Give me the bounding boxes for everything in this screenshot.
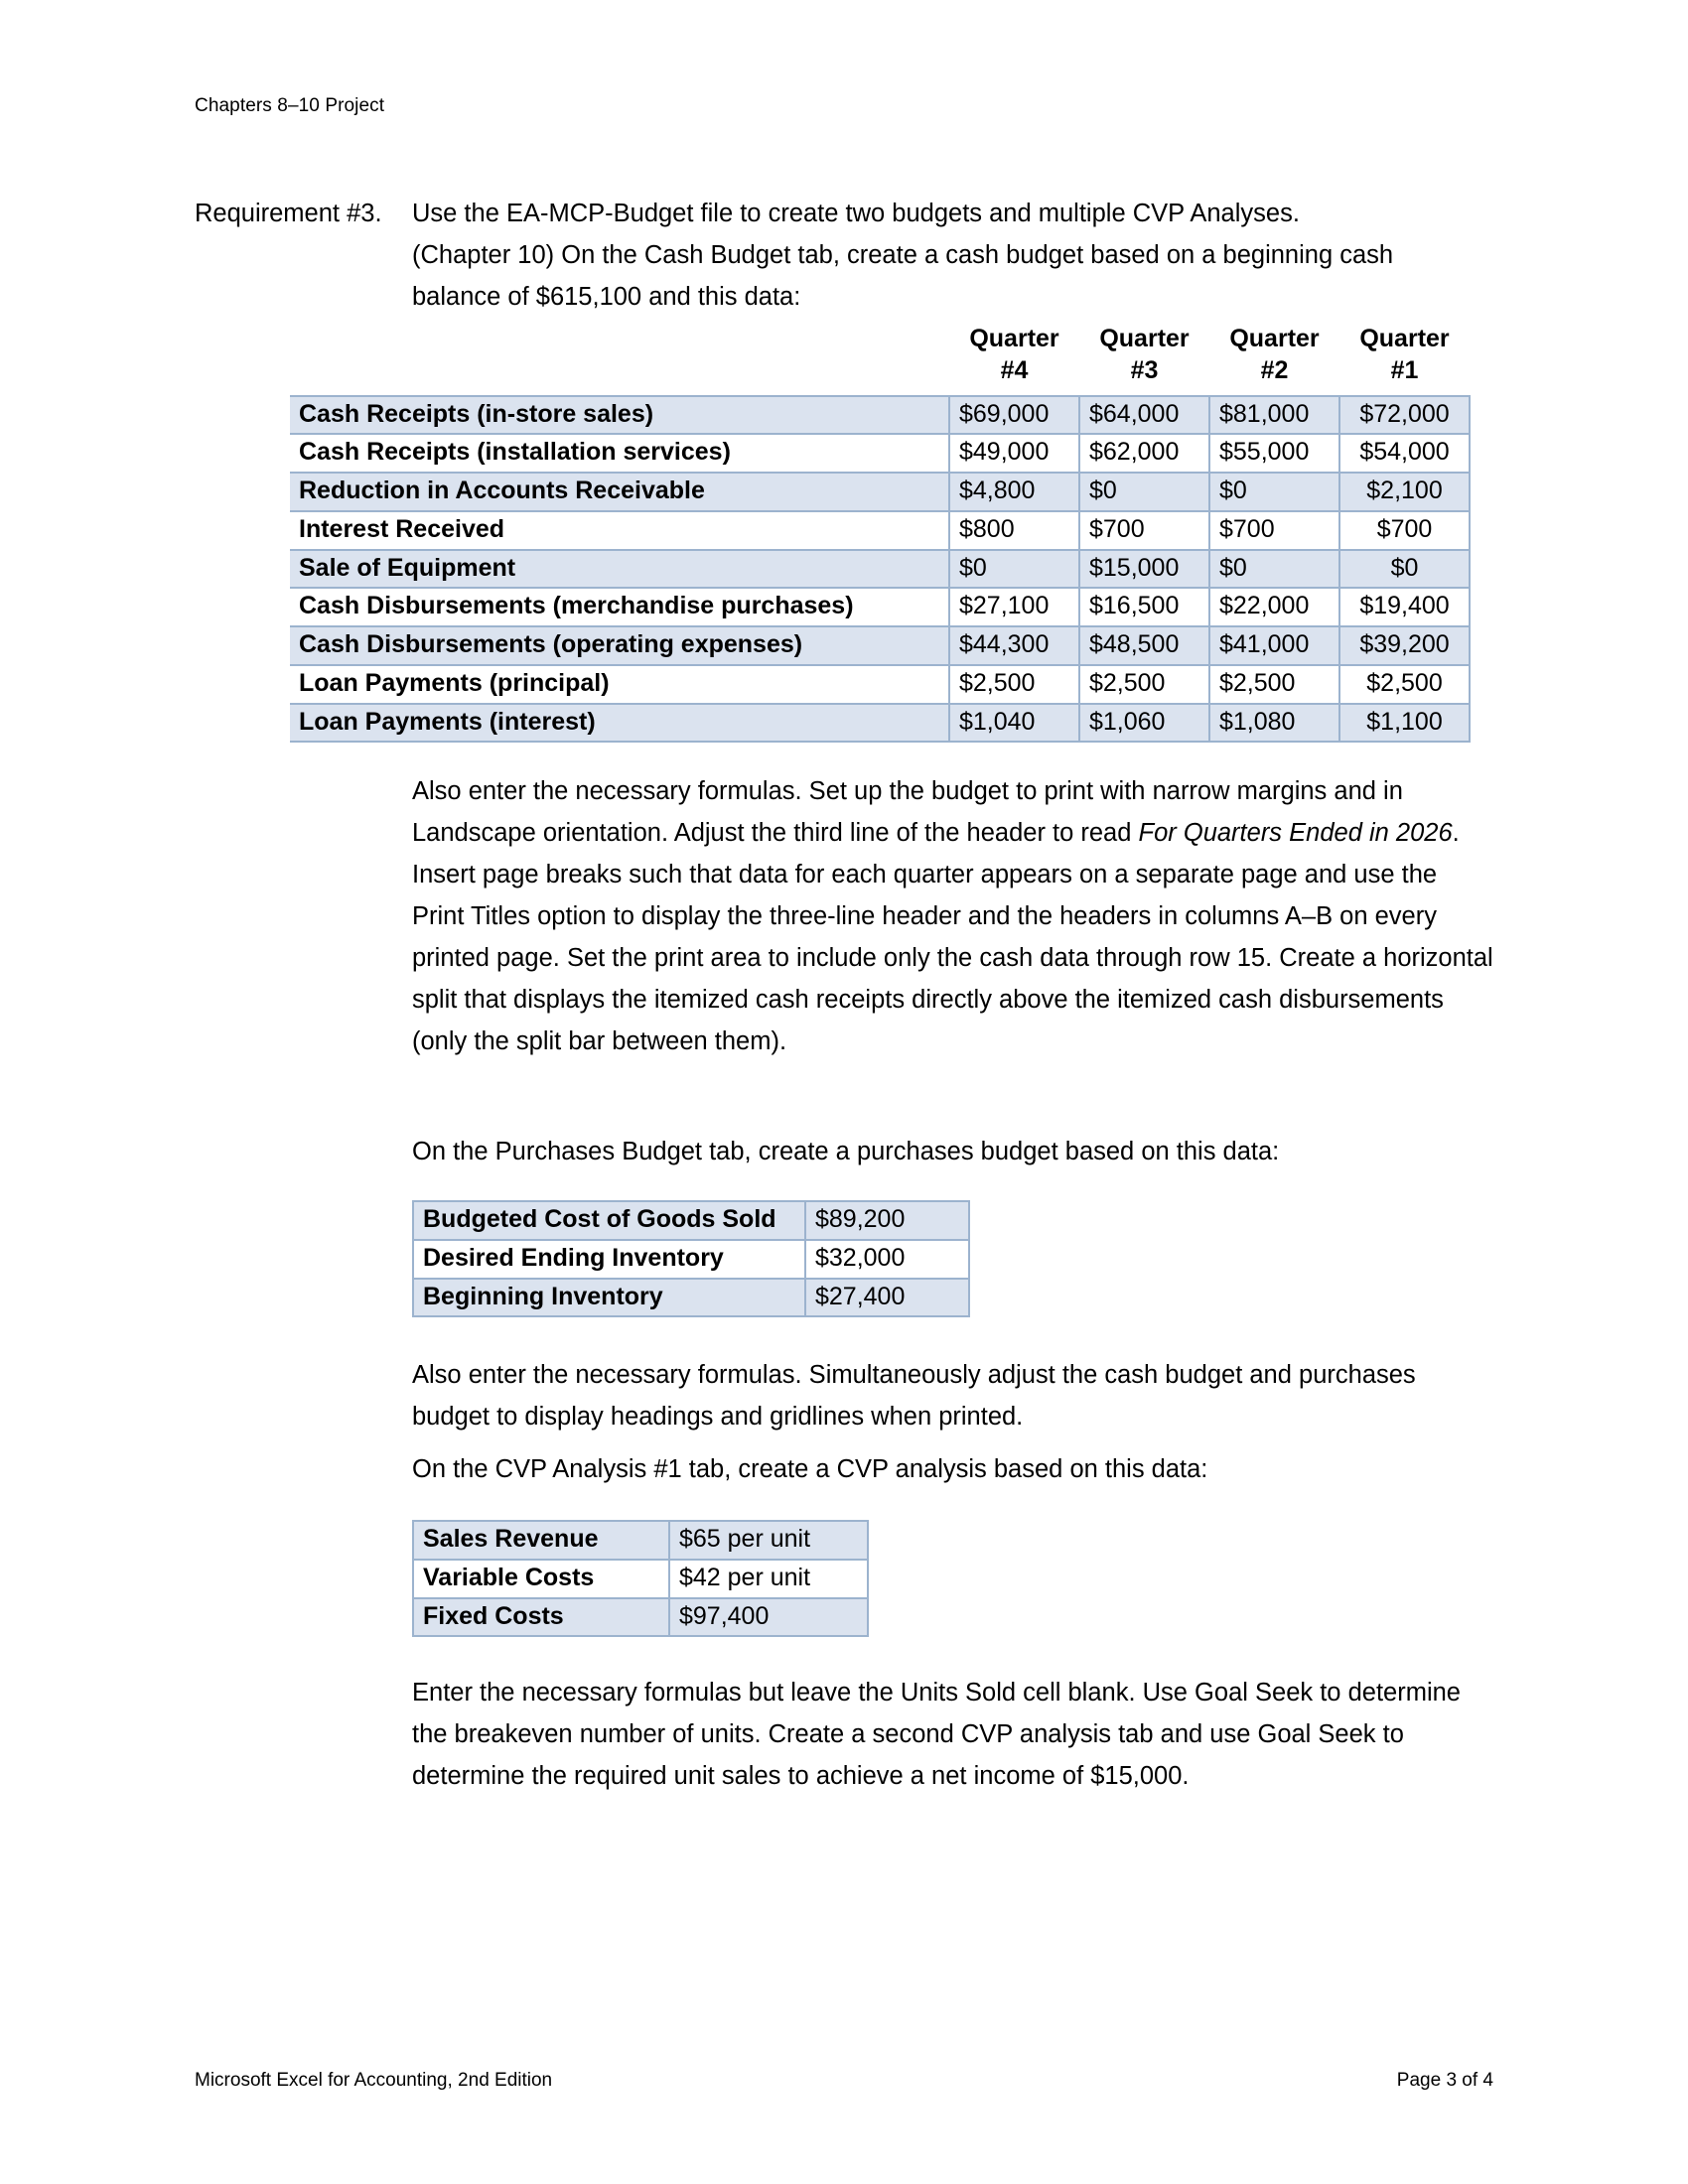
requirement-line-1	[195, 193, 1495, 234]
row-value-q2: $22,000	[1209, 588, 1339, 626]
requirement-label: Requirement #3.	[195, 200, 382, 227]
row-value-q2: $55,000	[1209, 434, 1339, 473]
row-label: Loan Payments (principal)	[290, 665, 949, 704]
table-row	[290, 434, 1470, 473]
table-row	[413, 1560, 868, 1598]
cash-budget-table-container	[290, 324, 1471, 743]
row-value-q4: $2,500	[949, 665, 1079, 704]
row-value-q4: $44,300	[949, 626, 1079, 665]
purchases-budget-intro	[412, 1131, 1494, 1172]
row-label: Budgeted Cost of Goods Sold	[413, 1201, 805, 1240]
para-line-3: . Insert page breaks such that data for each quarter appears	[412, 819, 1460, 888]
table-row	[290, 396, 1470, 435]
row-label: Interest Received	[290, 511, 949, 550]
column-header-quarter-1	[1339, 324, 1470, 396]
requirement-text-line-1: Use the EA-MCP-Budget file to create two budgets and multiple CVP Analyses.	[412, 200, 1300, 227]
row-value-q1: $2,500	[1339, 665, 1470, 704]
row-label: Sales Revenue	[413, 1521, 669, 1560]
para-line-1: Also enter the necessary formulas. Simultaneously adjust the cash budget and	[412, 1361, 1292, 1389]
table-row	[413, 1201, 969, 1240]
requirement-text-line-3: balance of $615,100 and this data:	[412, 283, 801, 311]
row-value-q1: $54,000	[1339, 434, 1470, 473]
row-value-q1: $0	[1339, 550, 1470, 589]
column-header-q4-top: Quarter	[969, 325, 1059, 352]
row-value-q4: $69,000	[949, 396, 1079, 435]
row-value-q2: $700	[1209, 511, 1339, 550]
row-label: Desired Ending Inventory	[413, 1240, 805, 1279]
requirement-line-3	[195, 276, 1495, 318]
para-line-8: split bar between them).	[515, 1027, 787, 1055]
cvp-analysis-table-container	[412, 1520, 869, 1637]
row-value-q1: $1,100	[1339, 704, 1470, 743]
row-value-q2: $2,500	[1209, 665, 1339, 704]
row-value-q4: $0	[949, 550, 1079, 589]
italic-header-text-2: Quarters Ended in 2026	[1183, 819, 1453, 847]
purchases-budget-table-container	[412, 1200, 970, 1317]
table-row	[413, 1521, 868, 1560]
requirement-text-line-2: (Chapter 10) On the Cash Budget tab, create a cash budget based on a beginning cash	[412, 241, 1394, 269]
table-row	[290, 626, 1470, 665]
cvp-analysis-followup-paragraph	[412, 1672, 1494, 1797]
row-value-q1: $39,200	[1339, 626, 1470, 665]
row-value-q2: $0	[1209, 550, 1339, 589]
para-line-3: use Goal Seek to determine the required unit sales to achieve a net income of	[412, 1720, 1404, 1790]
row-value-q3: $64,000	[1079, 396, 1209, 435]
column-header-q1-top: Quarter	[1359, 325, 1450, 352]
para-line-4: $15,000.	[1090, 1762, 1190, 1790]
column-header-quarter-4	[949, 324, 1079, 396]
row-value: $65 per unit	[669, 1521, 868, 1560]
column-header-quarter-2	[1209, 324, 1339, 396]
para-line-2: and in Landscape orientation. Adjust the third line of the header to read	[412, 777, 1403, 847]
row-label: Cash Receipts (in-store sales)	[290, 396, 949, 435]
table-row	[413, 1279, 969, 1317]
row-value-q2: $81,000	[1209, 396, 1339, 435]
row-value-q2: $0	[1209, 473, 1339, 511]
para-line-6: include only the cash data through row 15. Create a horizontal split that displays	[412, 944, 1493, 1014]
footer-book-title: Microsoft Excel for Accounting, 2nd Edition	[195, 2070, 553, 2091]
row-label: Reduction in Accounts Receivable	[290, 473, 949, 511]
footer-page-number: Page 3 of 4	[1396, 2070, 1493, 2091]
column-header-q3-top: Quarter	[1099, 325, 1190, 352]
requirement-line-2	[195, 234, 1495, 276]
row-value-q3: $1,060	[1079, 704, 1209, 743]
table-row	[290, 665, 1470, 704]
row-value-q2: $1,080	[1209, 704, 1339, 743]
row-label: Cash Disbursements (merchandise purchases)	[290, 588, 949, 626]
row-label: Beginning Inventory	[413, 1279, 805, 1317]
para-line-1: Enter the necessary formulas but leave the Units Sold cell blank. Use Goal Seek to	[412, 1679, 1341, 1706]
row-value-q3: $2,500	[1079, 665, 1209, 704]
row-value-q3: $700	[1079, 511, 1209, 550]
row-value-q4: $49,000	[949, 434, 1079, 473]
row-label: Variable Costs	[413, 1560, 669, 1598]
para-line-5: and the headers in columns A–B on every printed page. Set the print area to	[412, 902, 1437, 972]
row-value-q3: $15,000	[1079, 550, 1209, 589]
column-header-q1-bottom: #1	[1390, 355, 1419, 384]
running-head: Chapters 8–10 Project	[195, 95, 385, 116]
table-row	[290, 550, 1470, 589]
paragraph-text	[412, 1672, 1494, 1797]
table-row	[290, 511, 1470, 550]
row-label: Cash Receipts (installation services)	[290, 434, 949, 473]
row-value: $27,400	[805, 1279, 969, 1317]
purchases-budget-table	[412, 1200, 970, 1317]
para-line-1: Also enter the necessary formulas. Set up the budget to print with narrow margins	[412, 777, 1328, 805]
row-label: Cash Disbursements (operating expenses)	[290, 626, 949, 665]
para-line-4: on a separate page and use the Print Titles option to display the three-line header	[412, 861, 1438, 930]
paragraph-text: On the CVP Analysis #1 tab, create a CVP analysis based on this data:	[412, 1455, 1208, 1483]
italic-header-text-1: For	[1138, 819, 1177, 847]
cash-budget-table	[290, 324, 1471, 743]
column-header-q3-bottom: #3	[1130, 355, 1159, 384]
row-label: Loan Payments (interest)	[290, 704, 949, 743]
page-footer	[195, 2070, 1493, 2092]
row-value-q1: $19,400	[1339, 588, 1470, 626]
row-value-q4: $4,800	[949, 473, 1079, 511]
row-value: $32,000	[805, 1240, 969, 1279]
row-label: Sale of Equipment	[290, 550, 949, 589]
purchases-budget-followup-paragraph	[412, 1354, 1494, 1437]
row-value: $42 per unit	[669, 1560, 868, 1598]
row-value-q3: $16,500	[1079, 588, 1209, 626]
row-value-q1: $2,100	[1339, 473, 1470, 511]
row-value-q4: $1,040	[949, 704, 1079, 743]
paragraph-text	[412, 770, 1494, 1062]
corner-header-cell	[290, 324, 949, 396]
cvp-analysis-intro	[412, 1448, 1494, 1490]
row-value-q3: $62,000	[1079, 434, 1209, 473]
column-header-q2-bottom: #2	[1260, 355, 1289, 384]
row-value-q1: $700	[1339, 511, 1470, 550]
row-value: $97,400	[669, 1598, 868, 1637]
para-line-7: the itemized cash receipts directly above the itemized cash disbursements (only the	[412, 986, 1444, 1055]
table-row	[290, 704, 1470, 743]
column-header-quarter-3	[1079, 324, 1209, 396]
table-row	[413, 1598, 868, 1637]
cash-budget-instructions-paragraph	[412, 770, 1494, 1062]
row-label: Fixed Costs	[413, 1598, 669, 1637]
row-value-q4: $27,100	[949, 588, 1079, 626]
para-line-2: determine the breakeven number of units. Create a second CVP analysis tab and	[412, 1679, 1461, 1748]
table-header-row	[290, 324, 1470, 396]
table-row	[290, 588, 1470, 626]
paragraph-text	[412, 1354, 1494, 1437]
para-line-2: purchases budget to display headings and gridlines when printed.	[412, 1361, 1416, 1431]
cvp-analysis-table	[412, 1520, 869, 1637]
row-value-q3: $48,500	[1079, 626, 1209, 665]
table-row	[413, 1240, 969, 1279]
column-header-q2-top: Quarter	[1229, 325, 1320, 352]
row-value-q1: $72,000	[1339, 396, 1470, 435]
paragraph-text: On the Purchases Budget tab, create a purchases budget based on this data:	[412, 1138, 1280, 1165]
row-value-q4: $800	[949, 511, 1079, 550]
row-value-q2: $41,000	[1209, 626, 1339, 665]
row-value: $89,200	[805, 1201, 969, 1240]
requirement-block	[195, 193, 1495, 318]
row-value-q3: $0	[1079, 473, 1209, 511]
table-row	[290, 473, 1470, 511]
column-header-q4-bottom: #4	[1000, 355, 1029, 384]
